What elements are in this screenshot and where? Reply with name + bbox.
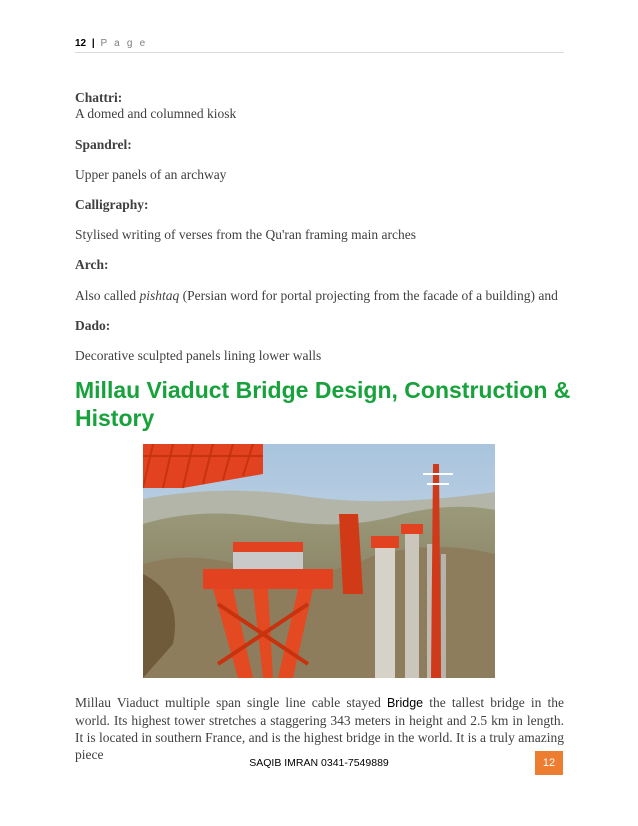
section-title: Millau Viaduct Bridge Design, Construction & History (75, 377, 571, 431)
glossary-term-chattri: Chattri: (75, 90, 123, 105)
bridge-construction-photo (143, 444, 495, 678)
glossary-definition-calligraphy: Stylised writing of verses from the Qu'ran framing main arches (75, 227, 416, 242)
arch-definition-italic: pishtaq (139, 288, 180, 303)
paragraph-text-before-link: Millau Viaduct multiple span single line cable stayed (75, 695, 387, 710)
glossary-definition-spandrel: Upper panels of an archway (75, 167, 227, 182)
glossary-definition-dado: Decorative sculpted panels lining lower walls (75, 348, 322, 363)
glossary-definition-arch (75, 288, 558, 304)
arch-definition-prefix: Also called (75, 288, 140, 303)
glossary-term-calligraphy: Calligraphy: (75, 197, 149, 212)
paragraph-text-after-link: the tallest bridge in the world. Its highest tower stretches a staggering 343 meters in height and 2.5 km in length. It is located in southern France, and is the highest bridge in the world. It is a truly amazing piece (75, 695, 565, 762)
bridge-link[interactable]: Bridge (386, 696, 424, 710)
glossary-term-arch: Arch: (75, 257, 109, 272)
header-page-label: P a g e (100, 38, 148, 49)
arch-definition-suffix: (Persian word for portal projecting from the facade of a building) and (179, 288, 558, 303)
glossary-term-dado: Dado: (75, 318, 111, 333)
header-page-number: 12 (75, 38, 87, 49)
footer-page-badge: 12 (535, 751, 563, 775)
glossary-definition-chattri: A domed and columned kiosk (75, 106, 237, 121)
bridge-paragraph (75, 694, 564, 763)
header-separator: | (91, 38, 95, 49)
footer-author: SAQIB IMRAN 0341-7549889 (249, 757, 389, 769)
glossary-term-spandrel: Spandrel: (75, 137, 132, 152)
page-header (75, 38, 564, 53)
